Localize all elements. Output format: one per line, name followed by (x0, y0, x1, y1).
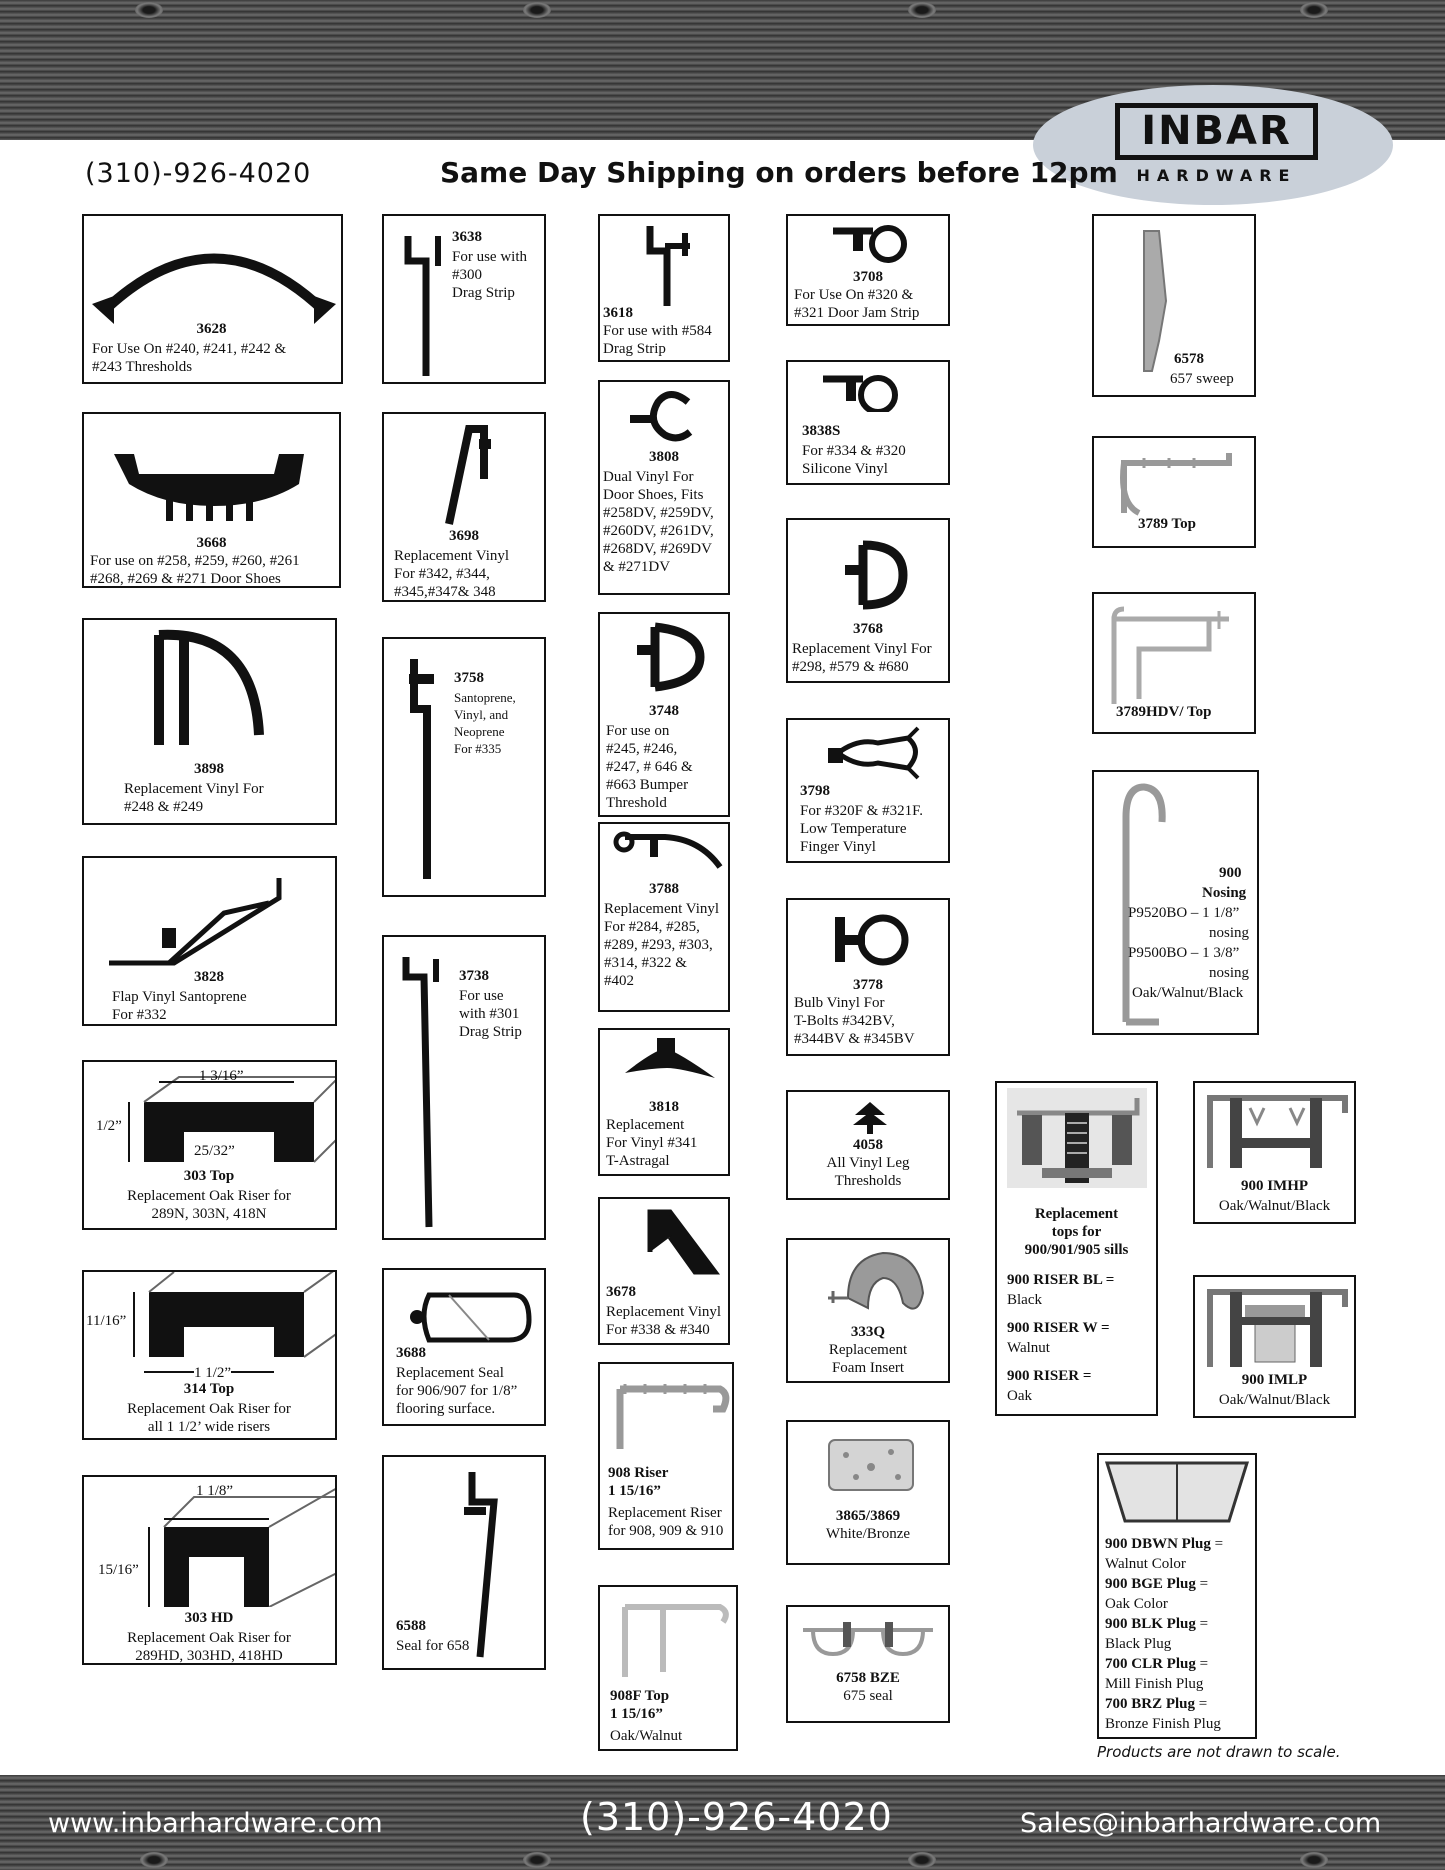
product-card-3838s: 3838S For #334 & #320 Silicone Vinyl (786, 360, 950, 485)
product-card-3768: 3768 Replacement Vinyl For #298, #579 & #680 (786, 518, 950, 683)
header-phone: (310)-926-4020 (85, 158, 312, 189)
email-link[interactable]: Sales@inbarhardware.com (1020, 1808, 1382, 1839)
foam-insert-icon (823, 1243, 943, 1323)
product-card-3748: 3748 For use on #245, #246, #247, # 646 & #663 Bumper Threshold (598, 612, 730, 817)
product-card-6588: 6588 Seal for 658 (382, 1455, 546, 1670)
product-card-3738: 3738 For use with #301 Drag Strip (382, 935, 546, 1240)
vinyl-leg-icon (845, 1097, 895, 1137)
screw-icon (523, 1852, 551, 1868)
vinyl-wedge-icon (625, 1202, 725, 1282)
bulb-vinyl-icon (84, 620, 337, 760)
product-card-3898: 3898 Replacement Vinyl For #248 & #249 (82, 618, 337, 825)
product-card-3818: 3818 Replacement For Vinyl #341 T-Astragal (598, 1028, 730, 1176)
shipping-banner: Same Day Shipping on orders before 12pm (440, 156, 1118, 189)
product-card-4058: 4058 All Vinyl Leg Thresholds (786, 1090, 950, 1200)
threshold-profile-icon (1195, 1277, 1354, 1377)
seal-strip-icon (434, 1462, 514, 1662)
product-card-908-riser: 908 Riser 1 15/16” Replacement Riser for 908, 909 & 910 (598, 1362, 734, 1550)
screw-icon (908, 2, 936, 18)
finger-vinyl-icon (818, 723, 938, 783)
t-astragal-icon (605, 1033, 725, 1093)
threshold-profile-icon (1195, 1083, 1354, 1178)
seal-insert-icon (389, 1275, 539, 1345)
product-card-900-nosing: 900 Nosing P9520BO – 1 1/8” nosing P9500BO – 1 3/8” nosing Oak/Walnut/Black (1092, 770, 1259, 1035)
screw-icon (908, 1852, 936, 1868)
website-link[interactable]: www.inbarhardware.com (48, 1808, 383, 1839)
arc-seal-icon (84, 216, 343, 336)
bulb-vinyl-icon (823, 905, 913, 975)
riser-profile-icon (1099, 599, 1249, 709)
product-card-3798: 3798 For #320F & #321F. Low Temperature Finger Vinyl (786, 718, 950, 863)
product-card-3698: 3698 Replacement Vinyl For #342, #344, #345,#347& 348 (382, 412, 546, 602)
riser-profile-icon (605, 1592, 735, 1682)
scale-note: Products are not drawn to scale. (1097, 1743, 1341, 1761)
product-card-3758: 3758 Santoprene, Vinyl, and Neoprene For #335 (382, 637, 546, 897)
product-card-plugs: 900 DBWN Plug = Walnut Color 900 BGE Plug = Oak Color 900 BLK Plug = Black Plug 700 CLR Plug = Mill Finish Plug 700 BRZ Plug = Bronze Finish Plug (1097, 1453, 1257, 1739)
drag-strip-icon (394, 947, 454, 1240)
product-card-3865-3869: 3865/3869 White/Bronze (786, 1420, 950, 1565)
product-card-3789-top: 3789 Top (1092, 436, 1256, 548)
product-card-3678: 3678 Replacement Vinyl For #338 & #340 (598, 1197, 730, 1345)
product-card-3828: 3828 Flap Vinyl Santoprene For #332 (82, 856, 337, 1026)
bulb-vinyl-icon (833, 535, 913, 615)
silicone-vinyl-icon (818, 367, 918, 412)
product-card-3688: 3688 Replacement Seal for 906/907 for 1/8” flooring surface. (382, 1268, 546, 1426)
door-shoe-insert-icon (84, 414, 341, 524)
bumper-vinyl-icon (625, 617, 705, 697)
santoprene-seal-icon (399, 649, 449, 897)
product-card-303-top: 1 3/16” 1/2” 25/32” 303 Top Replacement Oak Riser for 289N, 303N, 418N (82, 1060, 337, 1230)
footer-phone[interactable]: (310)-926-4020 (580, 1795, 893, 1839)
riser-profile-icon (605, 1369, 734, 1459)
product-card-900-imhp: 900 IMHP Oak/Walnut/Black (1193, 1081, 1356, 1224)
logo: INBAR (1115, 103, 1318, 160)
product-card-3668: 3668 For use on #258, #259, #260, #261 #268, #269 & #271 Door Shoes (82, 412, 341, 588)
end-plug-icon (1099, 1455, 1255, 1530)
logo-subtitle: HARDWARE (1136, 166, 1297, 185)
product-card-3638: 3638 For use with #300 Drag Strip (382, 214, 546, 384)
product-card-314-top: 11/16” 1 1/2” 314 Top Replacement Oak Riser for all 1 1/2’ wide risers (82, 1270, 337, 1440)
flap-vinyl-icon (84, 858, 337, 978)
product-card-3708: 3708 For Use On #320 & #321 Door Jam Strip (786, 214, 950, 326)
riser-profile-icon (1099, 443, 1249, 523)
product-card-6758-bze: 6758 BZE 675 seal (786, 1605, 950, 1723)
screw-icon (140, 1852, 168, 1868)
riser-assembly-icon (997, 1083, 1156, 1193)
drag-strip-icon (635, 221, 715, 311)
product-card-333q: 333Q Replacement Foam Insert (786, 1238, 950, 1383)
screw-icon (523, 2, 551, 18)
screw-icon (135, 2, 163, 18)
product-card-3808: 3808 Dual Vinyl For Door Shoes, Fits #258DV, #259DV, #260DV, #261DV, #268DV, #269DV & #271DV (598, 380, 730, 595)
product-card-908f-top: 908F Top 1 15/16” Oak/Walnut (598, 1585, 738, 1751)
product-card-riser-tops: Replacement tops for 900/901/905 sills 900 RISER BL = Black 900 RISER W = Walnut 900 RISER = Oak (995, 1081, 1158, 1416)
product-card-3778: 3778 Bulb Vinyl For T-Bolts #342BV, #344BV & #345BV (786, 898, 950, 1056)
foam-block-icon (826, 1437, 916, 1492)
product-card-3628: 3628 For Use On #240, #241, #242 & #243 Thresholds (82, 214, 343, 384)
product-card-6578: 6578 657 sweep (1092, 214, 1256, 397)
screw-icon (1300, 1852, 1328, 1868)
screw-icon (1300, 2, 1328, 18)
dual-vinyl-icon (620, 387, 710, 447)
product-card-303-hd: 1 1/8” 15/16” 303 HD Replacement Oak Riser for 289HD, 303HD, 418HD (82, 1475, 337, 1665)
replacement-vinyl-icon (429, 419, 509, 529)
drag-strip-icon (396, 226, 456, 384)
product-card-3789hdv-top: 3789HDV/ Top (1092, 592, 1256, 734)
product-card-3788: 3788 Replacement Vinyl For #284, #285, #289, #293, #303, #314, #322 & #402 (598, 822, 730, 1012)
product-card-900-imlp: 900 IMLP Oak/Walnut/Black (1193, 1275, 1356, 1418)
product-card-3618: 3618 For use with #584 Drag Strip (598, 214, 730, 362)
double-bulb-seal-icon (793, 1612, 943, 1667)
vinyl-flap-icon (610, 827, 730, 877)
door-jam-strip-icon (828, 219, 928, 264)
